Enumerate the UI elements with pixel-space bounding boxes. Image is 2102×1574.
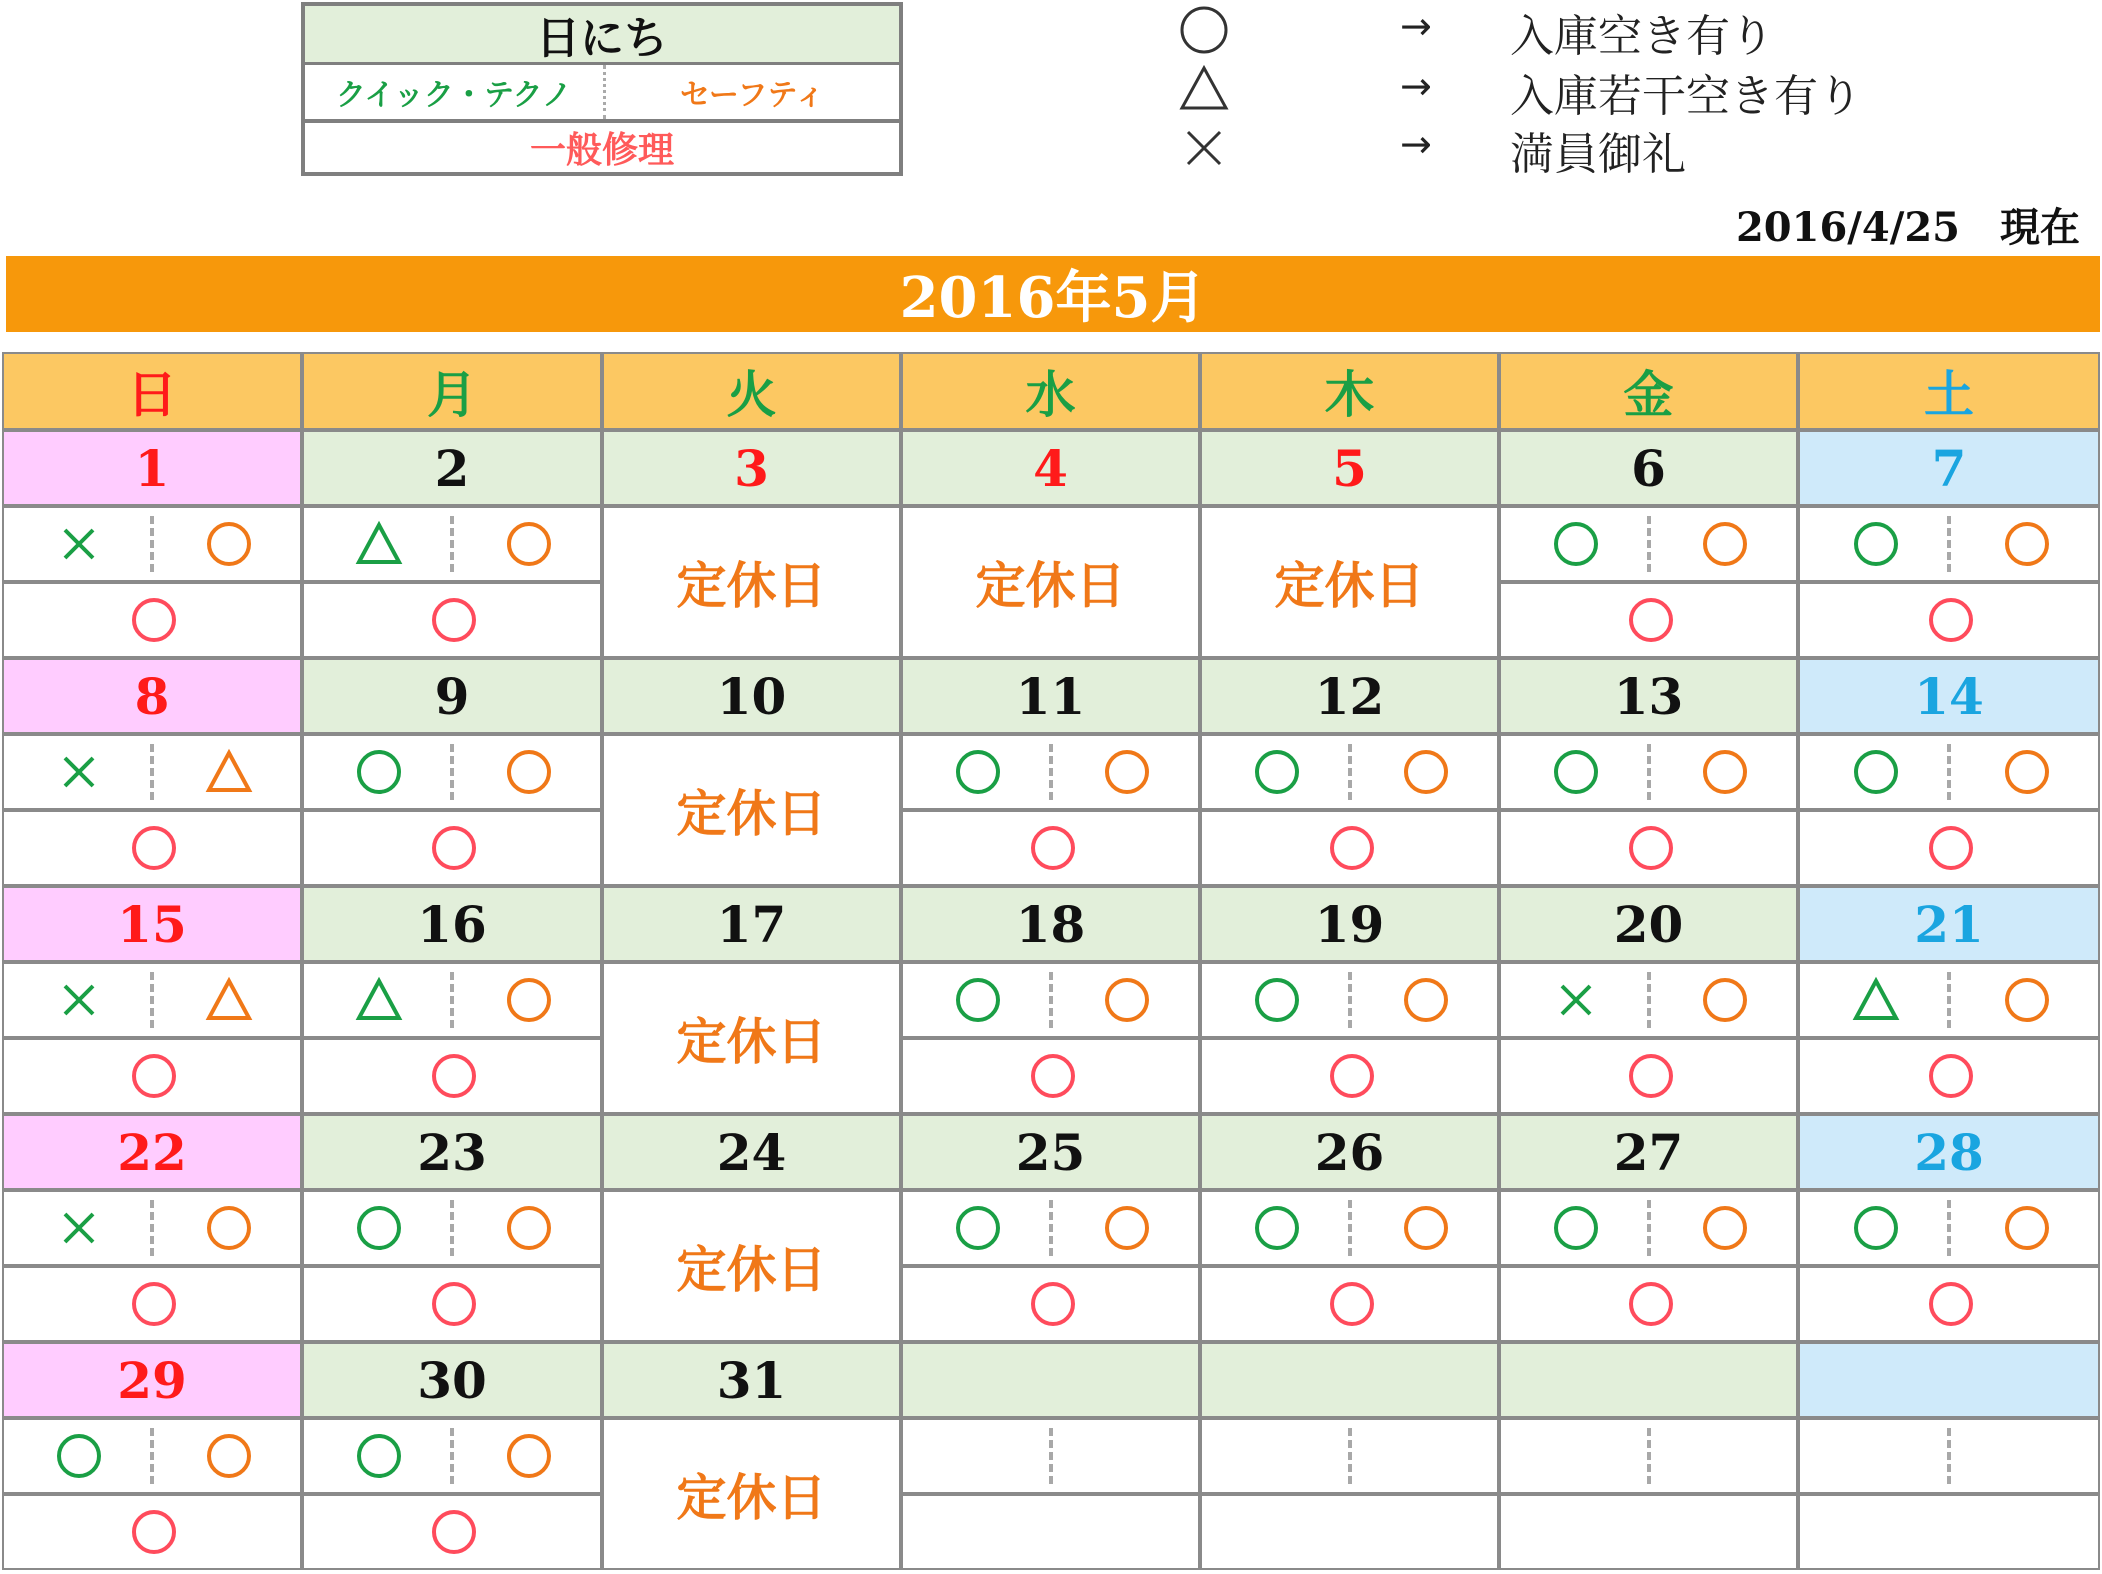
general-repair-mark (429, 1507, 479, 1557)
safety-mark (1700, 519, 1750, 569)
general-repair-mark (1028, 823, 1078, 873)
slot-row-bottom (302, 810, 602, 886)
as-of-date: 2016/4/25 現在 (1735, 204, 2080, 251)
quick-techno-mark (1851, 747, 1901, 797)
slot-row-bottom (901, 810, 1200, 886)
safety-mark (204, 975, 254, 1025)
safety-mark (1401, 747, 1451, 797)
slot-row-top (302, 506, 602, 582)
key-left-label: クイック・テクノ (305, 65, 606, 119)
date-cell: 25 (901, 1114, 1200, 1190)
slot-row-top (1499, 734, 1798, 810)
date-cell: 26 (1200, 1114, 1499, 1190)
slot-row-bottom (1499, 810, 1798, 886)
general-repair-mark (1626, 1051, 1676, 1101)
slot-divider (1647, 972, 1651, 1028)
slot-divider (1348, 1428, 1352, 1484)
slot-row-bottom (1798, 1038, 2100, 1114)
slot-row-bottom (302, 1494, 602, 1570)
date-cell: 23 (302, 1114, 602, 1190)
quick-techno-mark (54, 1431, 104, 1481)
general-repair-mark (1028, 1279, 1078, 1329)
closed-day-cell: 定休日 (602, 506, 901, 658)
safety-mark (204, 1203, 254, 1253)
slot-row-top (302, 1418, 602, 1494)
key-box (301, 2, 903, 176)
date-cell: 28 (1798, 1114, 2100, 1190)
date-cell: 30 (302, 1342, 602, 1418)
key-bottom-label: 一般修理 (529, 130, 674, 171)
slot-row-bottom (2, 582, 302, 658)
month-banner: 2016年5月 (6, 256, 2100, 332)
slot-row-top (1798, 506, 2100, 582)
slot-divider (1947, 1200, 1951, 1256)
slot-row-top (1200, 1418, 1499, 1494)
slot-row-top (1798, 734, 2100, 810)
safety-mark (1102, 975, 1152, 1025)
quick-techno-mark (54, 1203, 104, 1253)
slot-divider (1647, 1200, 1651, 1256)
date-cell: 21 (1798, 886, 2100, 962)
slot-row-top (302, 1190, 602, 1266)
slot-divider (1049, 744, 1053, 800)
slot-row-bottom (1798, 1266, 2100, 1342)
general-repair-mark (1926, 1051, 1976, 1101)
safety-mark (2002, 1203, 2052, 1253)
general-repair-mark (429, 1279, 479, 1329)
slot-row-top (2, 734, 302, 810)
quick-techno-mark (1851, 519, 1901, 569)
quick-techno-mark (953, 975, 1003, 1025)
slot-row-bottom (2, 810, 302, 886)
safety-mark (504, 747, 554, 797)
closed-day-cell: 定休日 (602, 1190, 901, 1342)
date-cell: 11 (901, 658, 1200, 734)
slot-row-top (1798, 962, 2100, 1038)
date-cell: 9 (302, 658, 602, 734)
weekday-header-5: 金 (1499, 352, 1798, 430)
quick-techno-mark (953, 747, 1003, 797)
closed-day-cell: 定休日 (901, 506, 1200, 658)
general-repair-mark (129, 1279, 179, 1329)
slot-row-top (302, 962, 602, 1038)
quick-techno-mark (1851, 975, 1901, 1025)
date-cell: 2 (302, 430, 602, 506)
legend-text-3: 満員御礼 (1510, 129, 1686, 180)
slot-row-top (901, 1418, 1200, 1494)
slot-divider (1647, 1428, 1651, 1484)
date-cell: 10 (602, 658, 901, 734)
slot-row-top (1200, 734, 1499, 810)
general-repair-mark (129, 1507, 179, 1557)
slot-row-bottom (901, 1494, 1200, 1570)
calendar-grid (2, 352, 2100, 1574)
date-cell (1798, 1342, 2100, 1418)
general-repair-mark (429, 1051, 479, 1101)
legend-arrow-2: → (1400, 64, 1432, 108)
slot-divider (1348, 744, 1352, 800)
slot-divider (150, 1200, 154, 1256)
slot-row-top (1200, 1190, 1499, 1266)
quick-techno-mark (1551, 747, 1601, 797)
slot-divider (150, 744, 154, 800)
date-cell (901, 1342, 1200, 1418)
quick-techno-mark (1551, 519, 1601, 569)
slot-divider (150, 972, 154, 1028)
quick-techno-mark (54, 747, 104, 797)
slot-row-top (901, 962, 1200, 1038)
closed-day-cell: 定休日 (602, 734, 901, 886)
weekday-header-1: 月 (302, 352, 602, 430)
date-cell: 12 (1200, 658, 1499, 734)
general-repair-mark (1626, 823, 1676, 873)
date-cell: 24 (602, 1114, 901, 1190)
safety-mark (1700, 747, 1750, 797)
slot-row-top (1499, 1190, 1798, 1266)
slot-row-bottom (302, 1038, 602, 1114)
quick-techno-mark (54, 975, 104, 1025)
slot-row-bottom (302, 1266, 602, 1342)
general-repair-mark (1626, 595, 1676, 645)
slot-divider (1348, 1200, 1352, 1256)
closed-day-cell: 定休日 (1200, 506, 1499, 658)
slot-row-bottom (2, 1266, 302, 1342)
date-cell: 16 (302, 886, 602, 962)
slot-row-bottom (1798, 810, 2100, 886)
date-cell: 22 (2, 1114, 302, 1190)
date-cell: 18 (901, 886, 1200, 962)
slot-divider (1947, 972, 1951, 1028)
quick-techno-mark (54, 519, 104, 569)
general-repair-mark (1926, 823, 1976, 873)
slot-row-top (2, 1418, 302, 1494)
slot-divider (1049, 1428, 1053, 1484)
slot-divider (1049, 1200, 1053, 1256)
general-repair-mark (1926, 595, 1976, 645)
slot-row-top (901, 734, 1200, 810)
date-cell: 6 (1499, 430, 1798, 506)
quick-techno-mark (1551, 1203, 1601, 1253)
weekday-header-0: 日 (2, 352, 302, 430)
date-cell: 5 (1200, 430, 1499, 506)
general-repair-mark (1327, 1051, 1377, 1101)
slot-row-top (2, 962, 302, 1038)
date-cell (1499, 1342, 1798, 1418)
slot-row-bottom (1798, 582, 2100, 658)
slot-row-bottom (1499, 582, 1798, 658)
slot-row-bottom (901, 1038, 1200, 1114)
slot-row-bottom (2, 1038, 302, 1114)
date-cell: 27 (1499, 1114, 1798, 1190)
safety-mark (1700, 975, 1750, 1025)
slot-divider (450, 972, 454, 1028)
safety-mark (204, 1431, 254, 1481)
date-cell: 1 (2, 430, 302, 506)
legend-arrow-3: → (1400, 122, 1432, 166)
slot-row-top (1499, 962, 1798, 1038)
slot-divider (1947, 1428, 1951, 1484)
quick-techno-mark (1252, 1203, 1302, 1253)
safety-mark (1401, 975, 1451, 1025)
slot-divider (1947, 516, 1951, 572)
slot-row-top (901, 1190, 1200, 1266)
slot-row-bottom (1499, 1494, 1798, 1570)
slot-divider (1947, 744, 1951, 800)
slot-row-top (2, 506, 302, 582)
slot-row-bottom (1798, 1494, 2100, 1570)
key-middle-row (305, 65, 899, 123)
slot-row-top (2, 1190, 302, 1266)
date-cell: 4 (901, 430, 1200, 506)
legend-cross-icon (1178, 120, 1230, 172)
general-repair-mark (1926, 1279, 1976, 1329)
quick-techno-mark (1252, 975, 1302, 1025)
legend-triangle-icon (1178, 62, 1230, 114)
slot-row-top (1499, 1418, 1798, 1494)
safety-mark (504, 519, 554, 569)
date-cell: 13 (1499, 658, 1798, 734)
general-repair-mark (429, 595, 479, 645)
date-cell: 3 (602, 430, 901, 506)
legend-text-2: 入庫若干空き有り (1510, 71, 1862, 122)
safety-mark (1102, 1203, 1152, 1253)
quick-techno-mark (354, 1203, 404, 1253)
slot-divider (150, 1428, 154, 1484)
slot-row-top (1798, 1418, 2100, 1494)
quick-techno-mark (953, 1203, 1003, 1253)
safety-mark (204, 747, 254, 797)
date-cell: 17 (602, 886, 901, 962)
quick-techno-mark (354, 1431, 404, 1481)
slot-row-bottom (2, 1494, 302, 1570)
slot-divider (450, 744, 454, 800)
date-cell: 29 (2, 1342, 302, 1418)
slot-row-top (1499, 506, 1798, 582)
safety-mark (1401, 1203, 1451, 1253)
date-cell: 14 (1798, 658, 2100, 734)
date-cell: 19 (1200, 886, 1499, 962)
slot-row-bottom (1200, 810, 1499, 886)
safety-mark (2002, 519, 2052, 569)
slot-divider (1647, 516, 1651, 572)
date-cell (1200, 1342, 1499, 1418)
weekday-header-4: 木 (1200, 352, 1499, 430)
quick-techno-mark (354, 519, 404, 569)
general-repair-mark (1327, 1279, 1377, 1329)
slot-row-bottom (302, 582, 602, 658)
closed-day-cell: 定休日 (602, 1418, 901, 1570)
safety-mark (1700, 1203, 1750, 1253)
safety-mark (2002, 747, 2052, 797)
slot-row-bottom (901, 1266, 1200, 1342)
safety-mark (2002, 975, 2052, 1025)
legend-text-1: 入庫空き有り (1510, 11, 1774, 62)
slot-row-top (1200, 962, 1499, 1038)
slot-row-top (302, 734, 602, 810)
quick-techno-mark (354, 747, 404, 797)
weekday-header-6: 土 (1798, 352, 2100, 430)
date-cell: 15 (2, 886, 302, 962)
slot-divider (450, 1200, 454, 1256)
slot-divider (150, 516, 154, 572)
quick-techno-mark (1252, 747, 1302, 797)
safety-mark (504, 975, 554, 1025)
quick-techno-mark (1851, 1203, 1901, 1253)
closed-day-cell: 定休日 (602, 962, 901, 1114)
quick-techno-mark (1551, 975, 1601, 1025)
slot-divider (1348, 972, 1352, 1028)
safety-mark (504, 1203, 554, 1253)
date-cell: 31 (602, 1342, 901, 1418)
general-repair-mark (1327, 823, 1377, 873)
slot-row-bottom (1499, 1038, 1798, 1114)
quick-techno-mark (354, 975, 404, 1025)
general-repair-mark (1626, 1279, 1676, 1329)
key-right-label: セーフティ (680, 78, 825, 113)
safety-mark (204, 519, 254, 569)
weekday-header-2: 火 (602, 352, 901, 430)
general-repair-mark (129, 823, 179, 873)
date-cell: 7 (1798, 430, 2100, 506)
general-repair-mark (1028, 1051, 1078, 1101)
legend-circle-icon (1178, 2, 1230, 54)
slot-divider (1647, 744, 1651, 800)
general-repair-mark (129, 1051, 179, 1101)
general-repair-mark (129, 595, 179, 645)
slot-divider (1049, 972, 1053, 1028)
key-title: 日にち (305, 6, 899, 65)
slot-divider (450, 516, 454, 572)
slot-row-bottom (1499, 1266, 1798, 1342)
slot-row-bottom (1200, 1038, 1499, 1114)
slot-row-top (1798, 1190, 2100, 1266)
legend-arrow-1: → (1400, 4, 1432, 48)
safety-mark (1102, 747, 1152, 797)
slot-row-bottom (1200, 1266, 1499, 1342)
date-cell: 20 (1499, 886, 1798, 962)
date-cell: 8 (2, 658, 302, 734)
slot-row-bottom (1200, 1494, 1499, 1570)
slot-divider (450, 1428, 454, 1484)
weekday-header-3: 水 (901, 352, 1200, 430)
safety-mark (504, 1431, 554, 1481)
general-repair-mark (429, 823, 479, 873)
